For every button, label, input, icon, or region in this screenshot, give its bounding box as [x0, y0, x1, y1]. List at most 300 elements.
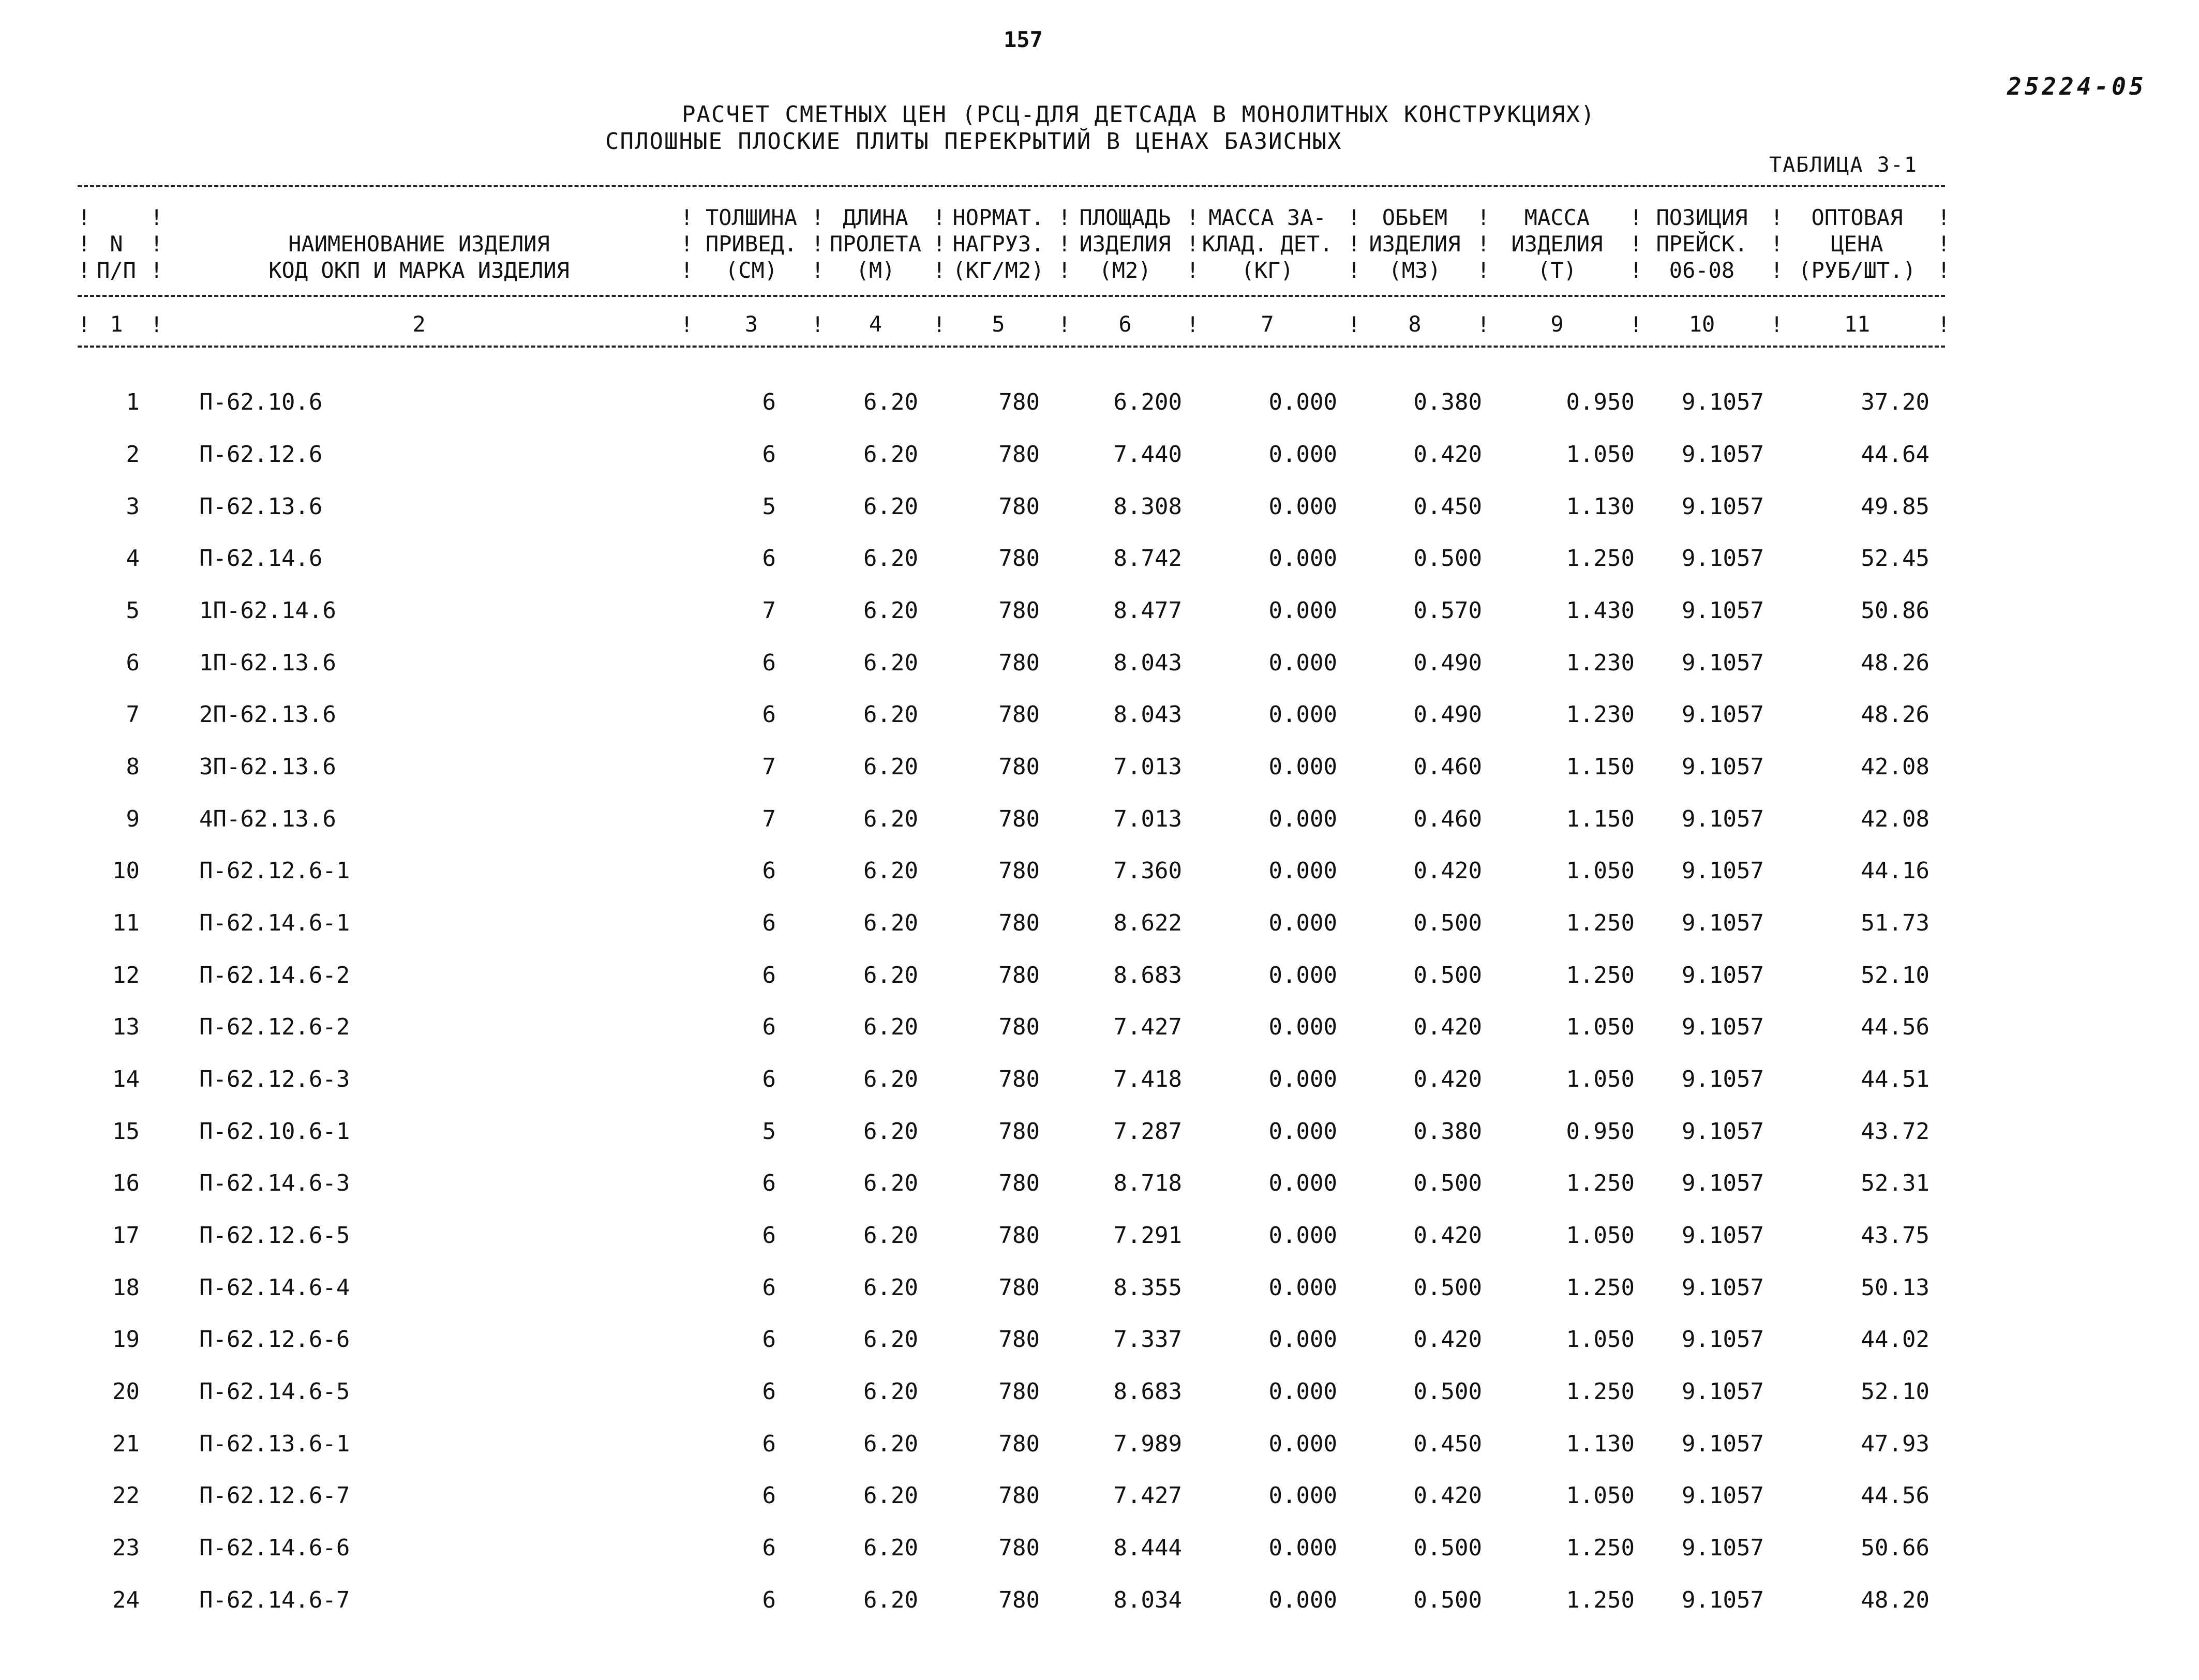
embedded-mass: 0.000	[1268, 389, 1337, 415]
design-load: 780	[998, 493, 1040, 520]
area: 8.477	[1113, 597, 1182, 624]
mass: 1.250	[1566, 910, 1635, 936]
span-length: 6.20	[863, 1431, 918, 1457]
column-number: 4	[869, 311, 882, 337]
table-row	[0, 1378, 2199, 1409]
embedded-mass: 0.000	[1268, 1170, 1337, 1196]
mass: 0.950	[1566, 1118, 1635, 1145]
column-number: 7	[1261, 311, 1274, 337]
column-separator: !	[1058, 312, 1071, 337]
wholesale-price: 48.26	[1861, 701, 1929, 728]
column-number: 3	[744, 311, 758, 337]
document-code: 25224-05	[2007, 72, 2147, 100]
price-position: 9.1057	[1682, 389, 1764, 415]
row-number: 6	[126, 650, 140, 676]
column-separator: !	[1629, 258, 1643, 283]
embedded-mass: 0.000	[1268, 754, 1337, 780]
volume: 0.500	[1413, 1274, 1482, 1301]
product-code: П-62.12.6-6	[199, 1326, 350, 1353]
area: 8.444	[1113, 1535, 1182, 1561]
span-length: 6.20	[863, 701, 918, 728]
design-load: 780	[998, 1274, 1040, 1301]
volume: 0.420	[1413, 1482, 1482, 1509]
row-number: 7	[126, 701, 140, 728]
column-number: 6	[1118, 311, 1132, 337]
thickness: 7	[762, 806, 776, 832]
mass: 1.250	[1566, 545, 1635, 572]
design-load: 780	[998, 701, 1040, 728]
mass: 1.250	[1566, 962, 1635, 988]
column-separator: !	[1770, 258, 1784, 283]
area: 7.440	[1113, 441, 1182, 468]
header-col-mass: МАССА ИЗДЕЛИЯ (Т)	[1511, 205, 1603, 283]
price-position: 9.1057	[1682, 493, 1764, 520]
product-code: 2П-62.13.6	[199, 701, 336, 728]
column-separator: !	[78, 231, 91, 257]
wholesale-price: 49.85	[1861, 493, 1929, 520]
span-length: 6.20	[863, 1170, 918, 1196]
volume: 0.420	[1413, 1014, 1482, 1040]
product-code: П-62.12.6-2	[199, 1014, 350, 1040]
column-separator: !	[1937, 312, 1951, 337]
wholesale-price: 51.73	[1861, 910, 1929, 936]
table-row	[0, 701, 2199, 732]
header-col-price-position: ПОЗИЦИЯ ПРЕЙСК. 06-08	[1656, 205, 1748, 283]
embedded-mass: 0.000	[1268, 1587, 1337, 1613]
row-number: 8	[126, 754, 140, 780]
product-code: П-62.12.6	[199, 441, 323, 468]
price-position: 9.1057	[1682, 650, 1764, 676]
design-load: 780	[998, 910, 1040, 936]
price-position: 9.1057	[1682, 858, 1764, 884]
embedded-mass: 0.000	[1268, 910, 1337, 936]
volume: 0.500	[1413, 1587, 1482, 1613]
volume: 0.460	[1413, 806, 1482, 832]
mass: 1.250	[1566, 1170, 1635, 1196]
volume: 0.500	[1413, 910, 1482, 936]
column-separator: !	[933, 312, 946, 337]
wholesale-price: 43.72	[1861, 1118, 1929, 1145]
product-code: П-62.14.6-5	[199, 1378, 350, 1405]
volume: 0.500	[1413, 1170, 1482, 1196]
design-load: 780	[998, 389, 1040, 415]
design-load: 780	[998, 597, 1040, 624]
column-separator: !	[150, 258, 163, 283]
embedded-mass: 0.000	[1268, 858, 1337, 884]
column-separator: !	[1770, 312, 1784, 337]
mass: 1.050	[1566, 1326, 1635, 1353]
column-separator: !	[1477, 231, 1490, 257]
price-position: 9.1057	[1682, 597, 1764, 624]
volume: 0.460	[1413, 754, 1482, 780]
price-position: 9.1057	[1682, 1066, 1764, 1092]
price-position: 9.1057	[1682, 1118, 1764, 1145]
row-number: 4	[126, 545, 140, 572]
embedded-mass: 0.000	[1268, 650, 1337, 676]
mass: 1.050	[1566, 858, 1635, 884]
thickness: 6	[762, 1274, 776, 1301]
embedded-mass: 0.000	[1268, 1535, 1337, 1561]
embedded-mass: 0.000	[1268, 441, 1337, 468]
row-number: 18	[112, 1274, 140, 1301]
header-col-thickness: ТОЛШИНА ПРИВЕД. (СМ)	[705, 205, 797, 283]
design-load: 780	[998, 1326, 1040, 1353]
row-number: 9	[126, 806, 140, 832]
volume: 0.500	[1413, 1378, 1482, 1405]
mass: 1.250	[1566, 1378, 1635, 1405]
wholesale-price: 42.08	[1861, 754, 1929, 780]
row-number: 14	[112, 1066, 140, 1092]
wholesale-price: 52.31	[1861, 1170, 1929, 1196]
row-number: 21	[112, 1431, 140, 1457]
column-separator: !	[933, 231, 946, 257]
mass: 1.150	[1566, 806, 1635, 832]
product-code: П-62.14.6	[199, 545, 323, 572]
span-length: 6.20	[863, 1014, 918, 1040]
product-code: П-62.12.6-5	[199, 1222, 350, 1249]
header-col-embedded-mass: МАССА ЗА- КЛАД. ДЕТ. (КГ)	[1202, 205, 1333, 283]
span-length: 6.20	[863, 910, 918, 936]
span-length: 6.20	[863, 1274, 918, 1301]
design-load: 780	[998, 441, 1040, 468]
mass: 0.950	[1566, 389, 1635, 415]
design-load: 780	[998, 545, 1040, 572]
column-separator: !	[680, 258, 694, 283]
price-position: 9.1057	[1682, 754, 1764, 780]
wholesale-price: 44.56	[1861, 1014, 1929, 1040]
design-load: 780	[998, 1378, 1040, 1405]
wholesale-price: 44.51	[1861, 1066, 1929, 1092]
column-separator: !	[150, 205, 163, 230]
area: 8.043	[1113, 701, 1182, 728]
column-separator: !	[1937, 258, 1951, 283]
table-row	[0, 545, 2199, 576]
column-separator: !	[680, 205, 694, 230]
price-position: 9.1057	[1682, 1274, 1764, 1301]
product-code: П-62.13.6-1	[199, 1431, 350, 1457]
volume: 0.500	[1413, 545, 1482, 572]
product-code: 4П-62.13.6	[199, 806, 336, 832]
row-number: 13	[112, 1014, 140, 1040]
volume: 0.500	[1413, 962, 1482, 988]
column-separator: !	[1058, 231, 1071, 257]
embedded-mass: 0.000	[1268, 493, 1337, 520]
area: 7.287	[1113, 1118, 1182, 1145]
area: 8.622	[1113, 910, 1182, 936]
column-number: 8	[1408, 311, 1422, 337]
embedded-mass: 0.000	[1268, 1431, 1337, 1457]
column-separator: !	[1770, 205, 1784, 230]
header-col-wholesale-price: ОПТОВАЯ ЦЕНА (РУБ/ШТ.)	[1798, 205, 1916, 283]
embedded-mass: 0.000	[1268, 1222, 1337, 1249]
volume: 0.500	[1413, 1535, 1482, 1561]
span-length: 6.20	[863, 1118, 918, 1145]
volume: 0.380	[1413, 1118, 1482, 1145]
area: 7.989	[1113, 1431, 1182, 1457]
mass: 1.230	[1566, 701, 1635, 728]
area: 8.355	[1113, 1274, 1182, 1301]
thickness: 6	[762, 962, 776, 988]
column-numbers-rule	[78, 346, 1945, 348]
wholesale-price: 52.45	[1861, 545, 1929, 572]
column-number: 5	[992, 311, 1005, 337]
column-separator: !	[811, 231, 825, 257]
embedded-mass: 0.000	[1268, 1326, 1337, 1353]
table-row	[0, 1482, 2199, 1513]
row-number: 16	[112, 1170, 140, 1196]
design-load: 780	[998, 754, 1040, 780]
price-position: 9.1057	[1682, 1326, 1764, 1353]
design-load: 780	[998, 858, 1040, 884]
row-number: 17	[112, 1222, 140, 1249]
column-separator: !	[933, 205, 946, 230]
wholesale-price: 50.86	[1861, 597, 1929, 624]
volume: 0.420	[1413, 441, 1482, 468]
table-row	[0, 1587, 2199, 1618]
table-row	[0, 1222, 2199, 1253]
column-separator: !	[1186, 205, 1200, 230]
header-bottom-rule	[78, 295, 1945, 297]
span-length: 6.20	[863, 545, 918, 572]
product-code: 1П-62.14.6	[199, 597, 336, 624]
thickness: 6	[762, 441, 776, 468]
product-code: П-62.10.6-1	[199, 1118, 350, 1145]
span-length: 6.20	[863, 1535, 918, 1561]
row-number: 1	[126, 389, 140, 415]
design-load: 780	[998, 1170, 1040, 1196]
area: 7.418	[1113, 1066, 1182, 1092]
price-position: 9.1057	[1682, 1535, 1764, 1561]
span-length: 6.20	[863, 1222, 918, 1249]
span-length: 6.20	[863, 1378, 918, 1405]
column-separator: !	[1770, 231, 1784, 257]
column-number: 9	[1550, 311, 1564, 337]
thickness: 6	[762, 1535, 776, 1561]
thickness: 6	[762, 650, 776, 676]
table-label: ТАБЛИЦА 3-1	[1769, 153, 1918, 177]
page-title: РАСЧЕТ СМЕТНЫХ ЦЕН (РСЦ-ДЛЯ ДЕТСАДА В МОНОЛИТНЫХ КОНСТРУКЦИЯХ)	[682, 101, 1596, 128]
span-length: 6.20	[863, 441, 918, 468]
price-position: 9.1057	[1682, 1170, 1764, 1196]
table-row	[0, 650, 2199, 681]
column-separator: !	[933, 258, 946, 283]
header-col-area: ПЛОЩАДЬ ИЗДЕЛИЯ (М2)	[1079, 205, 1171, 283]
mass: 1.430	[1566, 597, 1635, 624]
span-length: 6.20	[863, 962, 918, 988]
span-length: 6.20	[863, 1587, 918, 1613]
embedded-mass: 0.000	[1268, 597, 1337, 624]
span-length: 6.20	[863, 806, 918, 832]
volume: 0.490	[1413, 650, 1482, 676]
row-number: 22	[112, 1482, 140, 1509]
table-row	[0, 597, 2199, 628]
row-number: 19	[112, 1326, 140, 1353]
table-row	[0, 1170, 2199, 1201]
price-position: 9.1057	[1682, 1587, 1764, 1613]
table-row	[0, 1326, 2199, 1357]
page-number: 157	[1004, 27, 1043, 52]
row-number: 10	[112, 858, 140, 884]
product-code: П-62.12.6-7	[199, 1482, 350, 1509]
embedded-mass: 0.000	[1268, 806, 1337, 832]
price-position: 9.1057	[1682, 701, 1764, 728]
mass: 1.250	[1566, 1587, 1635, 1613]
volume: 0.420	[1413, 1066, 1482, 1092]
price-position: 9.1057	[1682, 441, 1764, 468]
thickness: 6	[762, 1378, 776, 1405]
column-separator: !	[1348, 231, 1361, 257]
thickness: 6	[762, 1431, 776, 1457]
column-separator: !	[1186, 231, 1200, 257]
table-row	[0, 806, 2199, 837]
embedded-mass: 0.000	[1268, 701, 1337, 728]
product-code: П-62.14.6-7	[199, 1587, 350, 1613]
column-separator: !	[1629, 205, 1643, 230]
thickness: 6	[762, 701, 776, 728]
column-separator: !	[1937, 205, 1951, 230]
column-separator: !	[150, 312, 163, 337]
mass: 1.050	[1566, 441, 1635, 468]
column-separator: !	[150, 231, 163, 257]
header-col-length: ДЛИНА ПРОЛЕТА (М)	[829, 205, 921, 283]
design-load: 780	[998, 806, 1040, 832]
wholesale-price: 43.75	[1861, 1222, 1929, 1249]
wholesale-price: 42.08	[1861, 806, 1929, 832]
price-position: 9.1057	[1682, 1222, 1764, 1249]
price-position: 9.1057	[1682, 910, 1764, 936]
wholesale-price: 44.56	[1861, 1482, 1929, 1509]
mass: 1.130	[1566, 493, 1635, 520]
row-number: 12	[112, 962, 140, 988]
span-length: 6.20	[863, 754, 918, 780]
price-position: 9.1057	[1682, 962, 1764, 988]
product-code: П-62.14.6-2	[199, 962, 350, 988]
volume: 0.380	[1413, 389, 1482, 415]
table-row	[0, 1014, 2199, 1045]
product-code: П-62.13.6	[199, 493, 323, 520]
header-col-name: НАИМЕНОВАНИЕ ИЗДЕЛИЯ КОД ОКП И МАРКА ИЗДЕЛИЯ	[268, 231, 570, 283]
area: 7.013	[1113, 806, 1182, 832]
span-length: 6.20	[863, 650, 918, 676]
wholesale-price: 47.93	[1861, 1431, 1929, 1457]
page-subtitle: СПЛОШНЫЕ ПЛОСКИЕ ПЛИТЫ ПЕРЕКРЫТИЙ В ЦЕНАХ БАЗИСНЫХ	[605, 128, 1342, 155]
table-top-rule	[78, 185, 1945, 187]
column-separator: !	[1058, 258, 1071, 283]
wholesale-price: 44.16	[1861, 858, 1929, 884]
design-load: 780	[998, 1535, 1040, 1561]
product-code: П-62.12.6-1	[199, 858, 350, 884]
wholesale-price: 52.10	[1861, 962, 1929, 988]
column-number: 11	[1844, 311, 1871, 337]
product-code: П-62.14.6-6	[199, 1535, 350, 1561]
thickness: 6	[762, 545, 776, 572]
embedded-mass: 0.000	[1268, 1118, 1337, 1145]
column-separator: !	[1477, 312, 1490, 337]
thickness: 6	[762, 1222, 776, 1249]
wholesale-price: 52.10	[1861, 1378, 1929, 1405]
design-load: 780	[998, 1222, 1040, 1249]
thickness: 6	[762, 1482, 776, 1509]
area: 8.034	[1113, 1587, 1182, 1613]
embedded-mass: 0.000	[1268, 1014, 1337, 1040]
header-col-load: НОРМАТ. НАГРУЗ. (КГ/М2)	[952, 205, 1044, 283]
volume: 0.450	[1413, 1431, 1482, 1457]
thickness: 6	[762, 858, 776, 884]
mass: 1.250	[1566, 1274, 1635, 1301]
column-number: 2	[412, 311, 426, 337]
thickness: 6	[762, 389, 776, 415]
header-col-volume: ОБЬЕМ ИЗДЕЛИЯ (М3)	[1369, 205, 1461, 283]
table-row	[0, 910, 2199, 941]
column-separator: !	[1477, 205, 1490, 230]
wholesale-price: 37.20	[1861, 389, 1929, 415]
row-number: 11	[112, 910, 140, 936]
volume: 0.420	[1413, 1222, 1482, 1249]
span-length: 6.20	[863, 1066, 918, 1092]
row-number: 23	[112, 1535, 140, 1561]
embedded-mass: 0.000	[1268, 1378, 1337, 1405]
volume: 0.570	[1413, 597, 1482, 624]
column-separator: !	[1348, 258, 1361, 283]
span-length: 6.20	[863, 597, 918, 624]
column-separator: !	[1348, 205, 1361, 230]
area: 8.683	[1113, 1378, 1182, 1405]
thickness: 7	[762, 754, 776, 780]
mass: 1.050	[1566, 1066, 1635, 1092]
volume: 0.490	[1413, 701, 1482, 728]
thickness: 5	[762, 493, 776, 520]
product-code: П-62.14.6-4	[199, 1274, 350, 1301]
column-number: 1	[110, 311, 123, 337]
design-load: 780	[998, 1014, 1040, 1040]
area: 8.718	[1113, 1170, 1182, 1196]
area: 8.683	[1113, 962, 1182, 988]
column-separator: !	[1186, 258, 1200, 283]
span-length: 6.20	[863, 493, 918, 520]
area: 8.043	[1113, 650, 1182, 676]
mass: 1.050	[1566, 1222, 1635, 1249]
table-row	[0, 1118, 2199, 1149]
thickness: 6	[762, 1066, 776, 1092]
design-load: 780	[998, 650, 1040, 676]
mass: 1.150	[1566, 754, 1635, 780]
product-code: П-62.12.6-3	[199, 1066, 350, 1092]
mass: 1.230	[1566, 650, 1635, 676]
column-separator: !	[680, 231, 694, 257]
column-separator: !	[1348, 312, 1361, 337]
row-number: 24	[112, 1587, 140, 1613]
product-code: 3П-62.13.6	[199, 754, 336, 780]
column-separator: !	[811, 205, 825, 230]
column-separator: !	[1937, 231, 1951, 257]
price-position: 9.1057	[1682, 1014, 1764, 1040]
volume: 0.420	[1413, 1326, 1482, 1353]
span-length: 6.20	[863, 1482, 918, 1509]
wholesale-price: 44.02	[1861, 1326, 1929, 1353]
thickness: 6	[762, 1587, 776, 1613]
column-separator: !	[78, 312, 91, 337]
table-row	[0, 754, 2199, 785]
price-position: 9.1057	[1682, 1378, 1764, 1405]
product-code: П-62.14.6-1	[199, 910, 350, 936]
area: 7.427	[1113, 1482, 1182, 1509]
table-row	[0, 1431, 2199, 1462]
embedded-mass: 0.000	[1268, 545, 1337, 572]
column-separator: !	[1058, 205, 1071, 230]
embedded-mass: 0.000	[1268, 1066, 1337, 1092]
table-row	[0, 858, 2199, 889]
design-load: 780	[998, 1587, 1040, 1613]
